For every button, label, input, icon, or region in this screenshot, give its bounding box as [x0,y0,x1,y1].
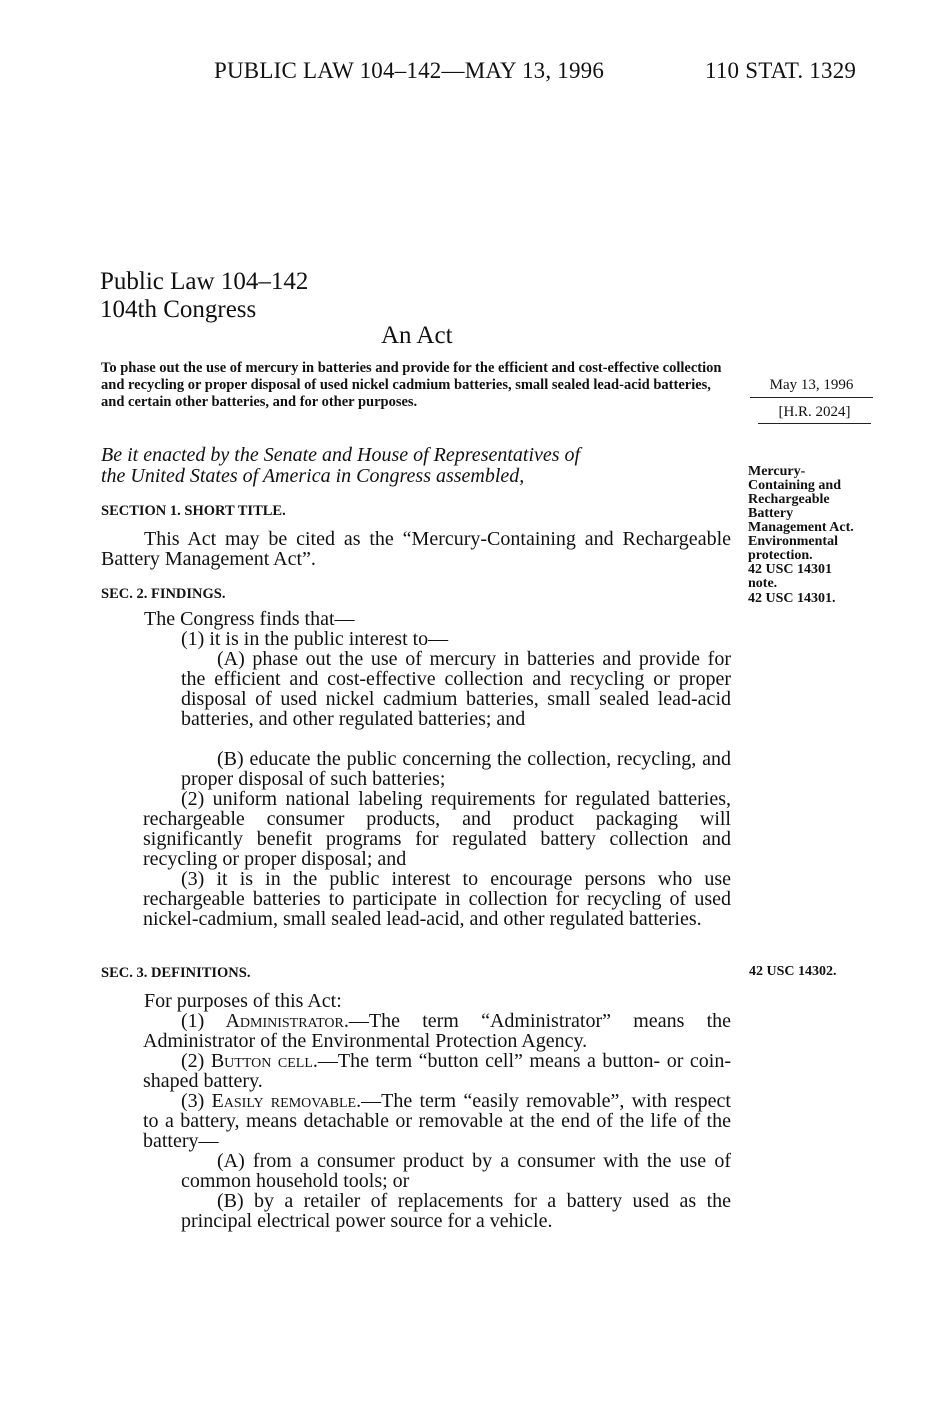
finding-1: (1) it is in the public interest to— [181,628,449,650]
enacting-clause [101,445,580,487]
term-easily-removable: (3) Easily removable. [181,1090,362,1112]
finding-1-b: (B) educate the public concerning the collection, recycling, and proper disposal of such batteries; [181,748,731,790]
running-header-title: PUBLIC LAW 104–142—MAY 13, 1996 [214,58,605,83]
an-act-heading: An Act [381,322,453,349]
findings-intro: The Congress finds that— [144,608,355,630]
enactment-date: May 13, 1996 [750,377,873,398]
public-law-number: Public Law 104–142 [100,268,309,295]
term-button-cell: (2) Button cell. [181,1050,318,1072]
margin-note-definitions: 42 USC 14302. [749,964,837,979]
enactment-date-block [750,377,873,424]
section-1-heading: SECTION 1. SHORT TITLE. [101,503,286,519]
enacting-clause-line-1: Be it enacted by the Senate and House of Representatives of [101,444,581,466]
definition-easily-removable-a: (A) from a consumer product by a consumer with the use of common household tools; or [181,1150,731,1192]
definition-easily-removable-b: (B) by a retailer of replacements for a battery used as the principal electrical power source for a vehicle. [181,1190,731,1232]
finding-3: (3) it is in the public interest to encourage persons who use rechargeable batteries to participate in collection for recycling of used nickel-cadmium, small sealed lead-acid, and other regulated batteries. [143,868,731,930]
definition-easily-removable: (3) Easily removable.—The term “easily removable”, with respect to a battery, means detachable or removable at the end of the life of the battery— [143,1090,731,1152]
section-1-text: This Act may be cited as the “Mercury-Containing and Rechargeable Battery Management Act”. [101,528,731,570]
congress-number: 104th Congress [100,296,257,323]
page-stat-citation: 110 STAT. 1329 [705,58,857,83]
finding-2: (2) uniform national labeling requirements for regulated batteries, rechargeable consumer products, and product packaging will significantly benefit programs for regulated battery collection and recycling or proper disposal; and [143,788,731,870]
bill-number: [H.R. 2024] [758,398,871,424]
definition-administrator: (1) Administrator.—The term “Administrator” means the Administrator of the Environmental Protection Agency. [143,1010,732,1052]
term-administrator: (1) Administrator. [181,1010,349,1032]
finding-1-a: (A) phase out the use of mercury in batteries and provide for the efficient and cost-effective collection and recycling or proper disposal of used nickel cadmium batteries, small sealed lead-acid batteries, and other regulated batteries; and [181,648,731,730]
margin-note-short-title: Mercury- Containing and Rechargeable Battery Management Act. Environmental protection. 42 USC 14301 note. 42 USC 14301. [748,464,854,606]
definition-button-cell: (2) Button cell.—The term “button cell” means a button- or coin-shaped battery. [143,1050,731,1092]
definitions-intro: For purposes of this Act: [144,990,342,1012]
section-2-heading: SEC. 2. FINDINGS. [101,586,226,602]
enacting-clause-line-2: the United States of America in Congress assembled, [101,465,525,487]
section-3-heading: SEC. 3. DEFINITIONS. [101,965,251,981]
purpose-statement: To phase out the use of mercury in batteries and provide for the efficient and cost-effective collection and recycling or proper disposal of used nickel cadmium batteries, small sealed lead-acid batteries, and certain other batteries, and for other purposes. [101,360,722,410]
